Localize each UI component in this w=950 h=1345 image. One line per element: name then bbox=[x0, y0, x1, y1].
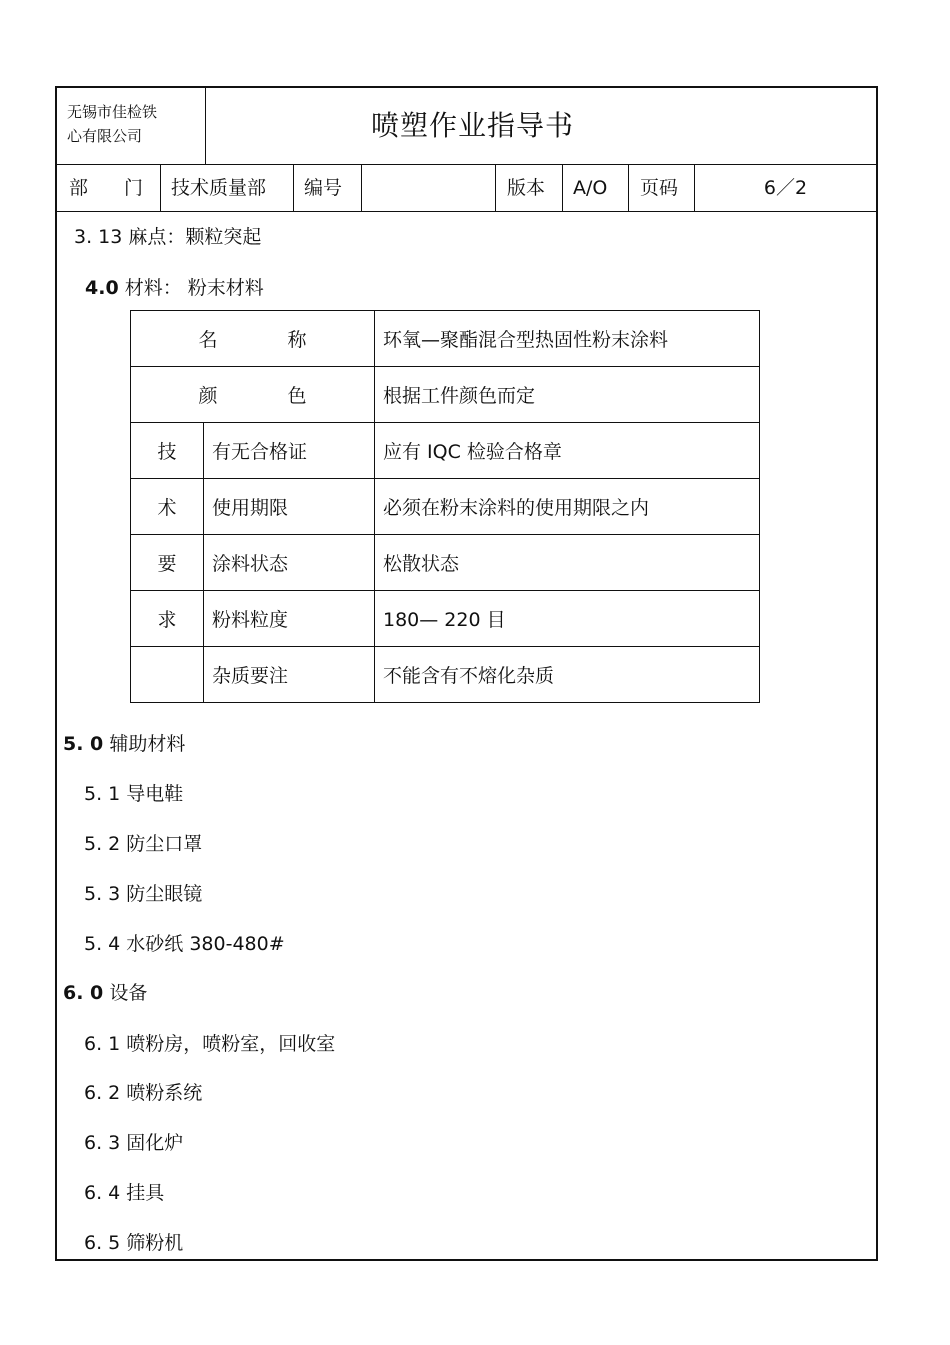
table-row bbox=[131, 423, 760, 479]
tech-category-cell bbox=[131, 647, 204, 703]
section-5-heading bbox=[63, 729, 185, 756]
code-value bbox=[362, 165, 496, 211]
color-label-char2: 色 bbox=[287, 385, 307, 407]
tech-value-cell: 松散状态 bbox=[375, 535, 760, 591]
table-row bbox=[131, 591, 760, 647]
tech-value-cell: 必须在粉末涂料的使用期限之内 bbox=[375, 479, 760, 535]
company-name bbox=[57, 88, 206, 164]
tech-category-cell: 技 bbox=[131, 423, 204, 479]
list-item: 6. 3 固化炉 bbox=[84, 1132, 184, 1154]
version-value: A/O bbox=[563, 165, 629, 211]
list-item: 5. 4 水砂纸 380-480# bbox=[84, 933, 285, 955]
department-label bbox=[57, 165, 161, 211]
document-title: 喷塑作业指导书 bbox=[370, 109, 574, 142]
list-item: 5. 3 防尘眼镜 bbox=[84, 883, 203, 905]
table-row bbox=[131, 311, 760, 367]
list-item: 6. 1 喷粉房，喷粉室，回收室 bbox=[84, 1033, 336, 1055]
page-value: 6／2 bbox=[763, 177, 808, 199]
color-label-char1: 颜 bbox=[198, 385, 218, 407]
department-value: 技术质量部 bbox=[161, 165, 294, 211]
section-5-title: 辅助材料 bbox=[103, 733, 186, 755]
section-6-title: 设备 bbox=[103, 982, 148, 1004]
tech-value-cell: 应有 IQC 检验合格章 bbox=[375, 423, 760, 479]
code-label: 编号 bbox=[294, 165, 362, 211]
section-4-number: 4.0 bbox=[85, 277, 119, 299]
list-item: 5. 1 导电鞋 bbox=[84, 783, 184, 805]
name-label-char1: 名 bbox=[198, 329, 218, 351]
tech-item-cell: 涂料状态 bbox=[204, 535, 375, 591]
name-label-char2: 称 bbox=[287, 329, 307, 351]
page-label: 页码 bbox=[629, 165, 695, 211]
color-value-cell: 根据工件颜色而定 bbox=[375, 367, 760, 423]
tech-item-cell: 粉料粒度 bbox=[204, 591, 375, 647]
section-6-heading bbox=[63, 978, 147, 1005]
list-item: 5. 2 防尘口罩 bbox=[84, 833, 203, 855]
tech-category-cell: 术 bbox=[131, 479, 204, 535]
table-row bbox=[131, 647, 760, 703]
name-value-cell: 环氧—聚酯混合型热固性粉末涂料 bbox=[375, 311, 760, 367]
tech-item-cell: 使用期限 bbox=[204, 479, 375, 535]
header-top-row bbox=[57, 88, 876, 165]
tech-item-cell: 杂质要注 bbox=[204, 647, 375, 703]
list-item: 6. 2 喷粉系统 bbox=[84, 1082, 203, 1104]
department-label-char1: 部 bbox=[69, 177, 89, 199]
table-row bbox=[131, 535, 760, 591]
tech-value-cell: 不能含有不熔化杂质 bbox=[375, 647, 760, 703]
section-4-title: 材料： 粉末材料 bbox=[118, 277, 264, 299]
list-item: 6. 5 筛粉机 bbox=[84, 1232, 184, 1254]
company-name-line2: 心有限公司 bbox=[67, 127, 143, 145]
tech-category-cell: 要 bbox=[131, 535, 204, 591]
section-4-heading bbox=[85, 273, 264, 300]
item-3-13: 3. 13 麻点：颗粒突起 bbox=[74, 226, 262, 248]
header-info-row bbox=[57, 165, 876, 212]
tech-item-cell: 有无合格证 bbox=[204, 423, 375, 479]
tech-value-cell: 180— 220 目 bbox=[375, 591, 760, 647]
list-item: 6. 4 挂具 bbox=[84, 1182, 165, 1204]
version-label: 版本 bbox=[496, 165, 563, 211]
tech-category-cell: 求 bbox=[131, 591, 204, 647]
company-name-line1: 无锡市佳检铁 bbox=[67, 103, 158, 121]
table-row bbox=[131, 479, 760, 535]
table-row bbox=[131, 367, 760, 423]
material-spec-table bbox=[130, 310, 760, 703]
section-6-number: 6. 0 bbox=[63, 982, 104, 1004]
section-5-number: 5. 0 bbox=[63, 733, 104, 755]
color-label-cell bbox=[131, 367, 375, 423]
name-label-cell bbox=[131, 311, 375, 367]
department-label-char2: 门 bbox=[124, 177, 144, 199]
